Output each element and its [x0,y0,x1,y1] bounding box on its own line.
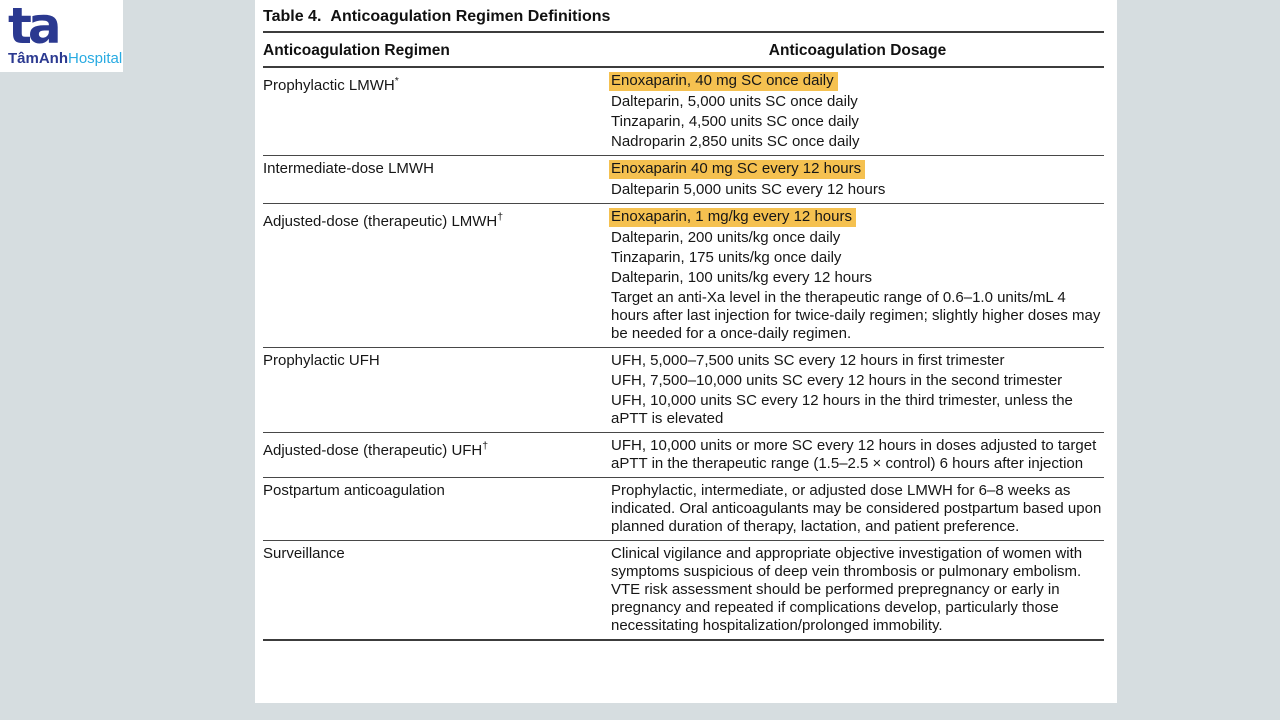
regimen-label: Prophylactic UFH [263,352,380,369]
dosage-cell [611,433,1104,478]
regimen-cell [263,541,611,641]
dosage-line: Nadroparin 2,850 units SC once daily [611,133,860,150]
header-row [263,33,1104,67]
dosage-line: Dalteparin, 100 units/kg every 12 hours [611,269,872,286]
table-number-label: Table 4. [263,8,322,25]
logo-name-light: Hospital [68,50,123,67]
dosage-line: Clinical vigilance and appropriate objective investigation of women with symptoms suspicious of deep vein thrombosis or pulmonary embolism. VTE risk assessment should be performed prepregnancy or early in pregnancy and repeated if complications develop, particularly those necessitating hospitalization/prolonged immobility. [611,545,1083,634]
logo-wordmark [8,51,123,67]
dosage-line: UFH, 10,000 units or more SC every 12 hours in doses adjusted to target aPTT in the therapeutic range (1.5–2.5 × control) 6 hours after injection [611,437,1097,472]
regimen-cell [263,67,611,156]
dosage-line: UFH, 5,000–7,500 units SC every 12 hours in first trimester [611,352,1005,369]
regimen-label: Adjusted-dose (therapeutic) LMWH [263,213,498,230]
regimen-label: Adjusted-dose (therapeutic) UFH [263,442,483,459]
dosage-line: Dalteparin 5,000 units SC every 12 hours [611,181,886,198]
footnote-marker: * [394,75,399,87]
regimen-label: Surveillance [263,545,345,562]
dosage-line [611,208,1104,227]
footnote-marker: † [482,440,489,452]
table-content [263,0,1104,641]
dosage-line: Dalteparin, 200 units/kg once daily [611,229,841,246]
dosage-cell [611,204,1104,348]
table-panel [255,0,1117,703]
dosage-line: Prophylactic, intermediate, or adjusted dose LMWH for 6–8 weeks as indicated. Oral anticoagulants may be considered postpartum based upon planned duration of therapy, lactation, and patient preference. [611,482,1102,535]
table-row [263,204,1104,348]
table-row [263,156,1104,204]
table-row [263,433,1104,478]
regimen-cell [263,433,611,478]
column-header-dosage: Anticoagulation Dosage [611,33,1104,67]
regimen-label: Prophylactic LMWH [263,77,395,94]
dosage-line: UFH, 7,500–10,000 units SC every 12 hours in the second trimester [611,372,1063,389]
table-row [263,541,1104,641]
dosage-line: Tinzaparin, 4,500 units SC once daily [611,113,859,130]
footnote-marker: † [497,211,504,223]
dosage-cell [611,67,1104,156]
anticoagulation-table [263,33,1104,641]
logo-name-bold: TâmAnh [8,50,68,67]
dosage-line: Dalteparin, 5,000 units SC once daily [611,93,858,110]
regimen-cell [263,204,611,348]
column-header-regimen: Anticoagulation Regimen [263,33,611,67]
regimen-cell [263,478,611,541]
regimen-label: Intermediate-dose LMWH [263,160,434,177]
hospital-logo [0,0,123,72]
table-row [263,67,1104,156]
regimen-cell [263,156,611,204]
table-title-text: Anticoagulation Regimen Definitions [330,8,611,25]
regimen-cell [263,348,611,433]
regimen-label: Postpartum anticoagulation [263,482,445,499]
dosage-line: UFH, 10,000 units SC every 12 hours in the third trimester, unless the aPTT is elevated [611,392,1073,427]
table-title [263,0,1104,33]
table-row [263,478,1104,541]
dosage-line: Target an anti-Xa level in the therapeutic range of 0.6–1.0 units/mL 4 hours after last injection for twice-daily regimen; slightly higher doses may be needed for a once-daily regimen. [611,289,1101,342]
logo-monogram: ta [8,0,58,55]
dosage-highlight: Enoxaparin, 1 mg/kg every 12 hours [609,208,856,227]
dosage-line [611,160,1104,179]
table-row [263,348,1104,433]
dosage-highlight: Enoxaparin 40 mg SC every 12 hours [609,160,865,179]
dosage-line: Tinzaparin, 175 units/kg once daily [611,249,842,266]
dosage-cell [611,478,1104,541]
dosage-line [611,72,1104,91]
dosage-highlight: Enoxaparin, 40 mg SC once daily [609,72,838,91]
table-body [263,67,1104,640]
dosage-cell [611,156,1104,204]
dosage-cell [611,541,1104,641]
dosage-cell [611,348,1104,433]
